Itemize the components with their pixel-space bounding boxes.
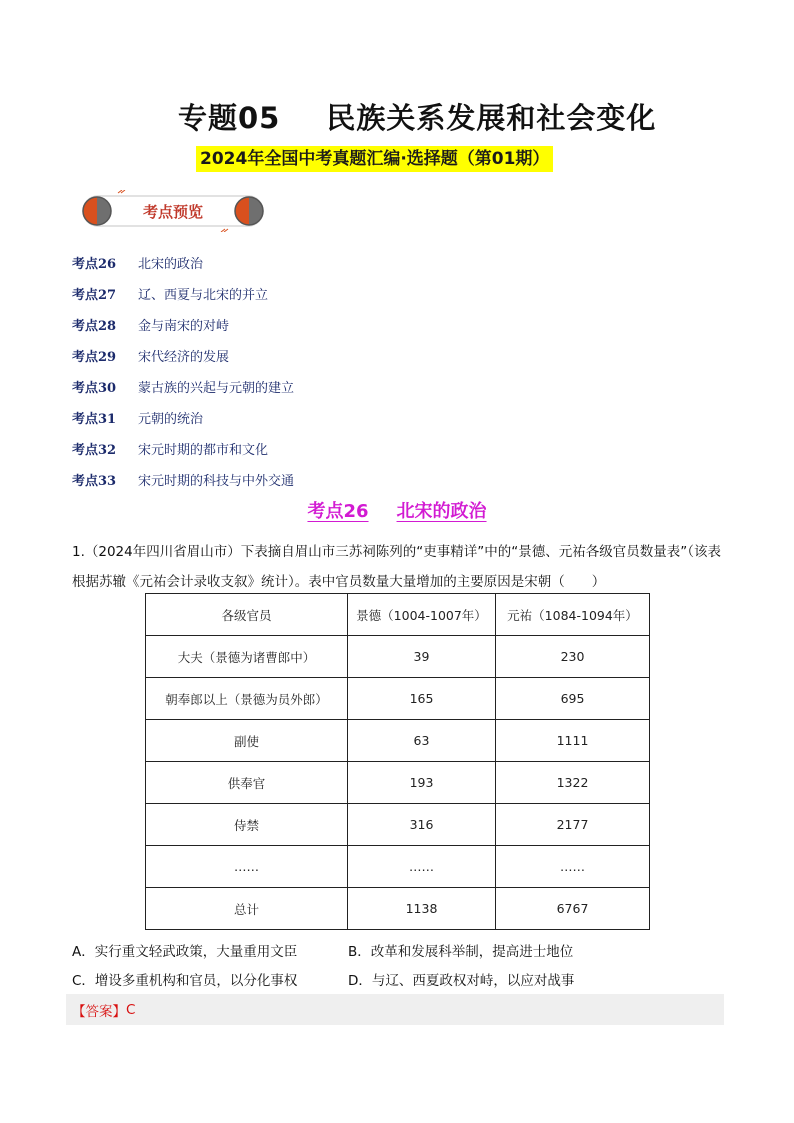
table-cell: 1138	[348, 888, 496, 930]
table-row	[146, 636, 650, 678]
answer-box	[66, 994, 724, 1025]
badge-label: 考点预览	[142, 203, 204, 221]
table-cell: 316	[348, 804, 496, 846]
table-cell: 2177	[496, 804, 650, 846]
table-header-row	[146, 594, 650, 636]
table-cell: ……	[348, 846, 496, 888]
answer-label: 【答案】	[72, 1003, 126, 1020]
table-cell: ……	[496, 846, 650, 888]
toc-item[interactable]: 考点32 宋元时期的都市和文化	[72, 443, 269, 458]
table-row	[146, 720, 650, 762]
table-cell: 6767	[496, 888, 650, 930]
question-stem: 1.（2024年四川省眉山市）下表摘自眉山市三苏祠陈列的“吏事精详”中的“景德、元祐各级官员数量表”（该表根据苏辙《元祐会计录收支叙》统计）。表中官员数量大量增加的主要原因是宋朝（ ）	[72, 544, 721, 590]
toc-item[interactable]: 考点33 宋元时期的科技与中外交通	[72, 474, 295, 489]
table-cell: 39	[348, 636, 496, 678]
page-title	[178, 96, 738, 137]
section-num: 考点26	[307, 501, 369, 522]
table-cell: 1322	[496, 762, 650, 804]
table-cell: 侍禁	[146, 804, 348, 846]
option-a[interactable]: A．实行重文轻武政策，大量重用文臣	[72, 943, 298, 960]
table-row	[146, 888, 650, 930]
toc-list	[72, 247, 294, 495]
section-heading	[0, 497, 794, 523]
answer-value: C	[126, 1001, 136, 1018]
table-cell: 副使	[146, 720, 348, 762]
right-half-circle-icon	[235, 197, 263, 225]
table-cell: 供奉官	[146, 762, 348, 804]
table-cell: ……	[146, 846, 348, 888]
left-half-circle-icon	[83, 197, 111, 225]
table-row	[146, 804, 650, 846]
toc-item[interactable]: 考点29 宋代经济的发展	[72, 350, 230, 365]
toc-item[interactable]: 考点28 金与南宋的对峙	[72, 319, 230, 334]
option-b[interactable]: B．改革和发展科举制，提高进士地位	[348, 943, 574, 960]
table-cell: 695	[496, 678, 650, 720]
table-row	[146, 762, 650, 804]
table-cell: 193	[348, 762, 496, 804]
table-header-cell: 元祐（1084-1094年）	[496, 594, 650, 636]
table-header-cell: 各级官员	[146, 594, 348, 636]
option-d[interactable]: D．与辽、西夏政权对峙，以应对战事	[348, 972, 575, 989]
kaodian-preview-badge	[78, 190, 268, 232]
option-c[interactable]: C．增设多重机构和官员，以分化事权	[72, 972, 298, 989]
subtitle-highlight: 2024年全国中考真题汇编·选择题（第01期）	[196, 146, 553, 172]
toc-item[interactable]: 考点27 辽、西夏与北宋的并立	[72, 288, 269, 303]
table-cell: 63	[348, 720, 496, 762]
topic-label: 专题05	[178, 101, 281, 135]
table-cell: 1111	[496, 720, 650, 762]
answer-options	[72, 935, 732, 993]
toc-item[interactable]: 考点30 蒙古族的兴起与元朝的建立	[72, 381, 295, 396]
officials-table	[145, 593, 650, 930]
toc-item[interactable]: 考点31 元朝的统治	[72, 412, 204, 427]
toc-item[interactable]: 考点26 北宋的政治	[72, 257, 204, 272]
table-row	[146, 678, 650, 720]
topic-title: 民族关系发展和社会变化	[326, 101, 657, 135]
table-cell: 230	[496, 636, 650, 678]
table-header-cell: 景德（1004-1007年）	[348, 594, 496, 636]
table-cell: 大夫（景德为诸曹郎中）	[146, 636, 348, 678]
section-title: 北宋的政治	[396, 501, 487, 522]
table-cell: 总计	[146, 888, 348, 930]
table-cell: 朝奉郎以上（景德为员外郎）	[146, 678, 348, 720]
table-cell: 165	[348, 678, 496, 720]
table-row	[146, 846, 650, 888]
